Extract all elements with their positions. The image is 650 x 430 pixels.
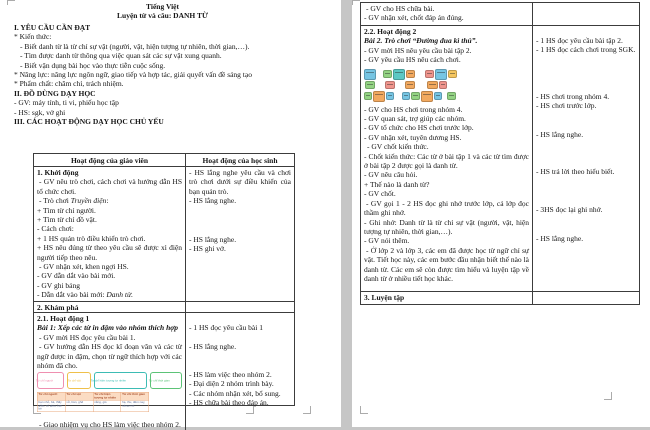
game-board-row (364, 69, 464, 80)
text-line: - HS chơi trước lớp. (536, 101, 597, 111)
activity1-instructions (37, 314, 182, 370)
text-line: 2.2. Hoạt động 2 (364, 27, 417, 36)
text-line: - GV tổ chức cho HS chơi trước lớp. (364, 123, 474, 133)
hs-cell-activity1 (186, 313, 294, 430)
lesson-objectives (14, 23, 311, 126)
text-line: - HS trả lời theo hiểu biết. (536, 167, 615, 177)
gv-cell-activity1-end (361, 3, 533, 26)
gv-cell-activity1 (34, 313, 186, 430)
text-line: + Tìm từ chỉ đồ vật. (37, 215, 97, 225)
hs-cell-discover (186, 302, 294, 313)
gv-cell-activity2 (361, 26, 533, 292)
text-line: I. YÊU CẦU CẦN ĐẠT (14, 23, 91, 32)
text-line: - HS lắng nghe yêu cầu và chơi trò chơi dưới sự điều khiển của bạn quản trò. (189, 168, 291, 196)
text-line: - GV cho HS chơi trong nhóm 4. (364, 104, 463, 114)
crop-mark-bottom-right (303, 406, 311, 414)
text-line: - HS lắng nghe. (189, 196, 237, 206)
game-board-row (364, 91, 464, 102)
crop-mark-top-left (7, 0, 15, 5)
game-tile (447, 92, 456, 100)
text-line: - GV mời HS đọc yêu cầu bài 1. (39, 332, 136, 342)
crop-mark-bottom-left-2 (360, 406, 368, 414)
text-line: - 1 HS đọc yêu cầu bài tập 2. (536, 36, 623, 45)
text-line: - GV: máy tính, ti vi, phiếu học tập (14, 98, 119, 108)
text-line: Bài 1: Xếp các từ in đậm vào nhóm thích hợp (37, 323, 179, 333)
subject-title: Tiếng Việt (146, 2, 179, 11)
game-tile (406, 70, 415, 78)
text-line: - GV nêu câu hỏi. (364, 170, 418, 180)
text-line: - Biết danh từ là từ chỉ sự vật (người, vật, hiện tượng tự nhiên, thời gian,…). (20, 41, 250, 51)
text-line: + HS nêu đúng từ theo yêu cầu sẽ được xì điện người tiếp theo nêu. (37, 243, 182, 262)
board-gap (416, 74, 425, 75)
text-line: - GV cho HS chữa bài. (366, 4, 435, 13)
text-line: - Biết vận dụng bài học vào thực tiễn cuộc sống. (20, 60, 166, 70)
text-line: 2. Khám phá (37, 303, 79, 312)
activity1-task (37, 420, 182, 429)
page-2 (352, 0, 650, 427)
text-line: - GV nói thêm. (364, 236, 410, 246)
word-group-chip: Từ chỉ người (37, 372, 64, 389)
text-line: - HS lắng nghe. (536, 129, 584, 139)
game-tile (448, 70, 457, 78)
text-line: - GV nêu trò chơi, cách chơi và hướng dẫn HS tổ chức chơi. (37, 177, 182, 196)
text-line: - Giao nhiệm vụ cho HS làm việc theo nhóm 2. (39, 420, 181, 430)
word-group-chip: Từ chỉ vật (67, 372, 91, 389)
text-line: - HS: sgk, vở ghi (14, 107, 66, 117)
text-line: - GV chốt. (364, 189, 396, 199)
board-gap (395, 96, 402, 97)
header-student-label: Hoạt động của học sinh (202, 155, 278, 165)
game-tile (365, 81, 375, 89)
text-line: - HS chữa bài theo đáp án. (189, 398, 269, 408)
board-gap (396, 85, 405, 86)
minitable-cell: vở, bàn, ghế (65, 401, 93, 412)
minitable-cell: bạn nhỏ, bà, thầy giáo, cô giáo, bạn bè (37, 401, 65, 412)
header-teacher-label: Hoạt động của giáo viên (70, 155, 149, 165)
text-line: - GV gọi 1 - 2 HS đọc ghi nhớ trước lớp, cả lớp đọc thầm ghi nhớ. (364, 198, 529, 218)
minitable-header: Từ chỉ hiện tượng tự nhiên (93, 393, 121, 401)
text-line: - GV nhận xét, chốt đáp án đúng. (364, 13, 464, 23)
minitable-header: Từ chỉ vật (65, 393, 93, 401)
text-line: 1. Khởi động (37, 168, 79, 177)
word-group-chips-image (37, 372, 182, 391)
game-board-row (364, 80, 464, 91)
text-line: - HS lắng nghe. (189, 234, 237, 244)
game-tile (373, 91, 385, 102)
text-line: 3. Luyện tập (364, 293, 405, 302)
text-line: - Tìm được danh từ thông qua việc quan sát các sự vật xung quanh. (20, 51, 222, 61)
game-tile (427, 81, 438, 89)
table-header-student (186, 154, 294, 167)
text-line: + Thế nào là danh từ? (364, 179, 430, 189)
text-line: - 1 HS đọc yêu cầu bài 1 (189, 323, 263, 332)
game-tile (434, 92, 442, 100)
text-line: - Dẫn dắt vào bài mới: Danh từ. (37, 290, 133, 300)
text-line: - Đại diện 2 nhóm trình bày. (189, 379, 274, 389)
minitable-cell: nắng, gió (93, 401, 121, 412)
game-tile (364, 92, 372, 100)
text-line: - GV quan sát, trợ giúp các nhóm. (364, 114, 466, 124)
board-gap (376, 85, 385, 86)
answer-minitable (37, 392, 149, 412)
answer-table-image (37, 392, 182, 418)
hs-cell-activity2 (533, 26, 639, 292)
game-tile (421, 91, 433, 102)
text-line: * Năng lực: năng lực ngôn ngữ, giao tiếp và hợp tác, giải quyết vấn đề sáng tạo (14, 70, 252, 80)
text-line: - 1 HS đọc cách chơi trong SGK. (536, 45, 636, 55)
lesson-title: Luyện từ và câu: DANH TỪ (117, 11, 208, 21)
text-line: - HS chơi trong nhóm 4. (536, 91, 610, 101)
text-line: II. ĐỒ DÙNG DẠY HỌC (14, 88, 96, 98)
text-line: - GV nhận xét, tuyên dương HS. (364, 132, 462, 142)
document-title-block (14, 2, 311, 21)
text-line: - Các nhóm nhận xét, bổ sung. (189, 388, 281, 398)
text-line: * Kiến thức: (14, 32, 52, 42)
word-group-chip: Từ chỉ thời gian (150, 372, 182, 389)
crop-mark-bottom-right-2 (604, 392, 612, 400)
text-line: - GV chốt kiến thức. (367, 142, 429, 152)
text-line: - GV nhận xét, khen ngợi HS. (39, 262, 129, 272)
text-line: - GV dẫn dắt vào bài mới. (37, 271, 116, 281)
activity2-steps (364, 105, 529, 284)
activities-table-page2 (360, 2, 640, 305)
word-group-chip: Từ chỉ hiện tượng tự nhiên (94, 372, 146, 389)
text-line: + 1 HS quản trò điều khiển trò chơi. (37, 233, 146, 243)
text-line: - HS lắng nghe. (536, 233, 584, 243)
minitable-header: Từ chỉ người (37, 393, 65, 401)
gv-cell-discover (34, 302, 186, 313)
activities-table-page1 (33, 153, 295, 430)
text-line: - Trò chơi Truyền điện: (39, 196, 109, 206)
crop-mark-top-left-2 (352, 0, 360, 5)
board-gap (416, 85, 427, 86)
text-line: 2.1. Hoạt động 1 (37, 314, 90, 323)
activity2-instructions (364, 27, 529, 65)
hs-cell-practice (533, 292, 639, 304)
minitable-header: Từ chỉ thời gian (121, 393, 149, 401)
text-line: - Cách chơi: (37, 224, 74, 234)
game-tile (385, 81, 395, 89)
game-tile (425, 70, 434, 78)
game-tile (411, 92, 420, 100)
game-tile (435, 69, 447, 80)
game-tile (439, 81, 447, 89)
game-tile (402, 92, 410, 100)
game-tile (393, 69, 405, 80)
text-line: - GV ghi bảng (37, 280, 80, 290)
text-line: - 3HS đọc lại ghi nhớ. (536, 205, 603, 215)
text-line: - GV hướng dẫn HS đọc kĩ đoạn văn và các từ ngữ được in đậm, chọn từ ngữ thích hợp với các nhóm đã cho. (37, 342, 182, 371)
text-line: + Tìm từ chỉ người. (37, 205, 96, 215)
text-line: - Chốt kiến thức: Các từ ở bài tập 1 và các từ tìm được ở bài tập 2 được gọi là danh từ. (364, 151, 529, 171)
text-line: Bài 2. Trò chơi “Đường đua kì thú”. (364, 36, 478, 46)
text-line: - Ghi nhớ: Danh từ là từ chỉ sự vật (người, vật, hiện tượng tự nhiên, thời gian,…). (364, 217, 529, 236)
text-line: III. CÁC HOẠT ĐỘNG DẠY HỌC CHỦ YẾU (14, 117, 164, 127)
text-line: - HS lắng nghe. (189, 342, 237, 352)
text-line: - GV yêu cầu HS nêu cách chơi. (364, 55, 461, 65)
text-line: * Phẩm chất: chăm chỉ, trách nhiệm. (14, 79, 124, 89)
text-line: - Ở lớp 2 và lớp 3, các em đã được học từ ngữ chỉ sự vật. Tiết học này, các em bước đầu nhận biết thế nào là danh từ. Các em sẽ còn được tìm hiểu và luyện tập về danh từ ở nhiều tiết học khác. (364, 245, 529, 283)
game-tile (405, 81, 415, 89)
crop-mark-bottom-mid (246, 406, 254, 414)
game-board-image (364, 69, 464, 102)
hs-cell-warmup (186, 167, 294, 302)
crop-mark-bottom-left (33, 406, 41, 414)
game-tile (383, 70, 392, 78)
text-line: - HS ghi vở. (189, 244, 226, 254)
text-line: - GV mời HS nêu yêu cầu bài tập 2. (364, 45, 472, 55)
gv-cell-practice (361, 292, 533, 304)
hs-cell-activity1-end (533, 3, 639, 26)
table-header-teacher (34, 154, 186, 167)
gv-cell-warmup (34, 167, 186, 302)
minitable-cell: hạ, thu, đêm nay, sáng mai (121, 401, 149, 412)
game-tile (364, 69, 376, 80)
text-line: - HS làm việc theo nhóm 2. (189, 369, 272, 379)
game-tile (386, 92, 394, 100)
